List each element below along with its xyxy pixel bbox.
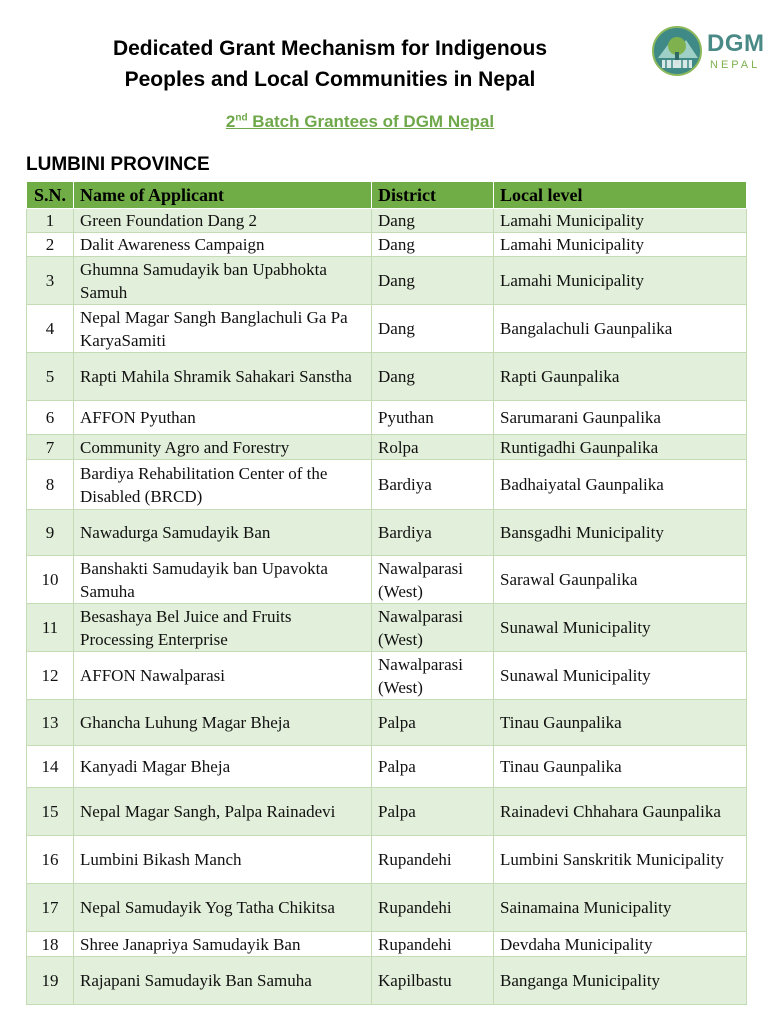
cell-sn: 18 <box>27 932 74 957</box>
table-row <box>27 932 747 957</box>
cell-sn: 5 <box>27 353 74 401</box>
cell-sn: 9 <box>27 510 74 556</box>
table-row <box>27 353 747 401</box>
table-row <box>27 836 747 884</box>
cell-name: Kanyadi Magar Bheja <box>74 746 372 788</box>
table-row <box>27 556 747 604</box>
cell-name: Rapti Mahila Shramik Sahakari Sanstha <box>74 353 372 401</box>
cell-sn: 6 <box>27 401 74 435</box>
table-row <box>27 604 747 652</box>
column-header-name: Name of Applicant <box>74 182 372 209</box>
cell-sn: 2 <box>27 233 74 257</box>
cell-local-level: Sunawal Municipality <box>494 652 747 700</box>
table-row <box>27 460 747 510</box>
cell-local-level: Runtigadhi Gaunpalika <box>494 435 747 460</box>
cell-name: Banshakti Samudayik ban Upavokta Samuha <box>74 556 372 604</box>
cell-local-level: Devdaha Municipality <box>494 932 747 957</box>
cell-district: Nawalparasi (West) <box>372 652 494 700</box>
cell-district: Rupandehi <box>372 932 494 957</box>
column-header-local-level: Local level <box>494 182 747 209</box>
table-row <box>27 401 747 435</box>
cell-name: Nepal Magar Sangh Banglachuli Ga Pa KaryaSamiti <box>74 305 372 353</box>
cell-district: Palpa <box>372 788 494 836</box>
cell-sn: 17 <box>27 884 74 932</box>
cell-name: Bardiya Rehabilitation Center of the Disabled (BRCD) <box>74 460 372 510</box>
cell-name: Rajapani Samudayik Ban Samuha <box>74 957 372 1005</box>
cell-district: Palpa <box>372 700 494 746</box>
table-row <box>27 257 747 305</box>
cell-sn: 1 <box>27 209 74 233</box>
cell-local-level: Lumbini Sanskritik Municipality <box>494 836 747 884</box>
cell-name: Nawadurga Samudayik Ban <box>74 510 372 556</box>
logo-emblem <box>652 26 702 76</box>
cell-sn: 11 <box>27 604 74 652</box>
cell-local-level: Tinau Gaunpalika <box>494 746 747 788</box>
cell-name: Besashaya Bel Juice and Fruits Processing Enterprise <box>74 604 372 652</box>
cell-district: Dang <box>372 233 494 257</box>
subtitle-text: Batch Grantees of DGM Nepal <box>247 112 495 131</box>
cell-local-level: Sarawal Gaunpalika <box>494 556 747 604</box>
document-title <box>40 33 620 95</box>
cell-name: Nepal Magar Sangh, Palpa Rainadevi <box>74 788 372 836</box>
cell-sn: 15 <box>27 788 74 836</box>
table-row <box>27 700 747 746</box>
column-header-sn: S.N. <box>27 182 74 209</box>
cell-sn: 19 <box>27 957 74 1005</box>
cell-name: Lumbini Bikash Manch <box>74 836 372 884</box>
table-row <box>27 435 747 460</box>
table-row <box>27 884 747 932</box>
grantees-table <box>26 181 747 1005</box>
cell-sn: 12 <box>27 652 74 700</box>
province-heading: LUMBINI PROVINCE <box>26 154 210 175</box>
cell-local-level: Banganga Municipality <box>494 957 747 1005</box>
table-row <box>27 233 747 257</box>
cell-district: Pyuthan <box>372 401 494 435</box>
cell-local-level: Sunawal Municipality <box>494 604 747 652</box>
cell-name: Ghancha Luhung Magar Bheja <box>74 700 372 746</box>
table-row <box>27 209 747 233</box>
cell-sn: 8 <box>27 460 74 510</box>
table-row <box>27 746 747 788</box>
cell-district: Bardiya <box>372 510 494 556</box>
cell-name: Shree Janapriya Samudayik Ban <box>74 932 372 957</box>
cell-district: Rupandehi <box>372 836 494 884</box>
cell-sn: 4 <box>27 305 74 353</box>
cell-local-level: Rapti Gaunpalika <box>494 353 747 401</box>
cell-local-level: Lamahi Municipality <box>494 209 747 233</box>
table-row <box>27 788 747 836</box>
cell-name: Green Foundation Dang 2 <box>74 209 372 233</box>
title-line-2: Peoples and Local Communities in Nepal <box>124 68 536 91</box>
cell-local-level: Lamahi Municipality <box>494 257 747 305</box>
cell-local-level: Badhaiyatal Gaunpalika <box>494 460 747 510</box>
cell-district: Dang <box>372 305 494 353</box>
table-row <box>27 510 747 556</box>
logo-text-sub: NEPAL <box>710 59 761 71</box>
column-header-district: District <box>372 182 494 209</box>
cell-sn: 14 <box>27 746 74 788</box>
cell-district: Bardiya <box>372 460 494 510</box>
cell-district: Rolpa <box>372 435 494 460</box>
title-line-1: Dedicated Grant Mechanism for Indigenous <box>112 37 548 60</box>
cell-name: Dalit Awareness Campaign <box>74 233 372 257</box>
cell-district: Dang <box>372 257 494 305</box>
table-row <box>27 957 747 1005</box>
cell-district: Dang <box>372 353 494 401</box>
cell-name: AFFON Pyuthan <box>74 401 372 435</box>
cell-local-level: Sainamaina Municipality <box>494 884 747 932</box>
logo-text-main: DGM <box>707 30 765 57</box>
cell-sn: 7 <box>27 435 74 460</box>
cell-local-level: Lamahi Municipality <box>494 233 747 257</box>
mountain-tree-icon <box>654 28 700 74</box>
table-row <box>27 305 747 353</box>
cell-name: Nepal Samudayik Yog Tatha Chikitsa <box>74 884 372 932</box>
cell-local-level: Bansgadhi Municipality <box>494 510 747 556</box>
cell-district: Kapilbastu <box>372 957 494 1005</box>
subtitle-superscript: nd <box>235 112 248 124</box>
cell-district: Palpa <box>372 746 494 788</box>
cell-name: Community Agro and Forestry <box>74 435 372 460</box>
cell-name: Ghumna Samudayik ban Upabhokta Samuh <box>74 257 372 305</box>
cell-local-level: Sarumarani Gaunpalika <box>494 401 747 435</box>
table-row <box>27 652 747 700</box>
cell-name: AFFON Nawalparasi <box>74 652 372 700</box>
cell-local-level: Rainadevi Chhahara Gaunpalika <box>494 788 747 836</box>
dgm-logo <box>652 26 764 80</box>
cell-district: Nawalparasi (West) <box>372 556 494 604</box>
cell-sn: 10 <box>27 556 74 604</box>
cell-sn: 3 <box>27 257 74 305</box>
table-header-row <box>27 182 747 209</box>
cell-sn: 13 <box>27 700 74 746</box>
cell-sn: 16 <box>27 836 74 884</box>
subtitle-number: 2 <box>225 112 236 131</box>
cell-local-level: Bangalachuli Gaunpalika <box>494 305 747 353</box>
subtitle <box>0 112 720 132</box>
cell-district: Nawalparasi (West) <box>372 604 494 652</box>
cell-local-level: Tinau Gaunpalika <box>494 700 747 746</box>
cell-district: Rupandehi <box>372 884 494 932</box>
cell-district: Dang <box>372 209 494 233</box>
